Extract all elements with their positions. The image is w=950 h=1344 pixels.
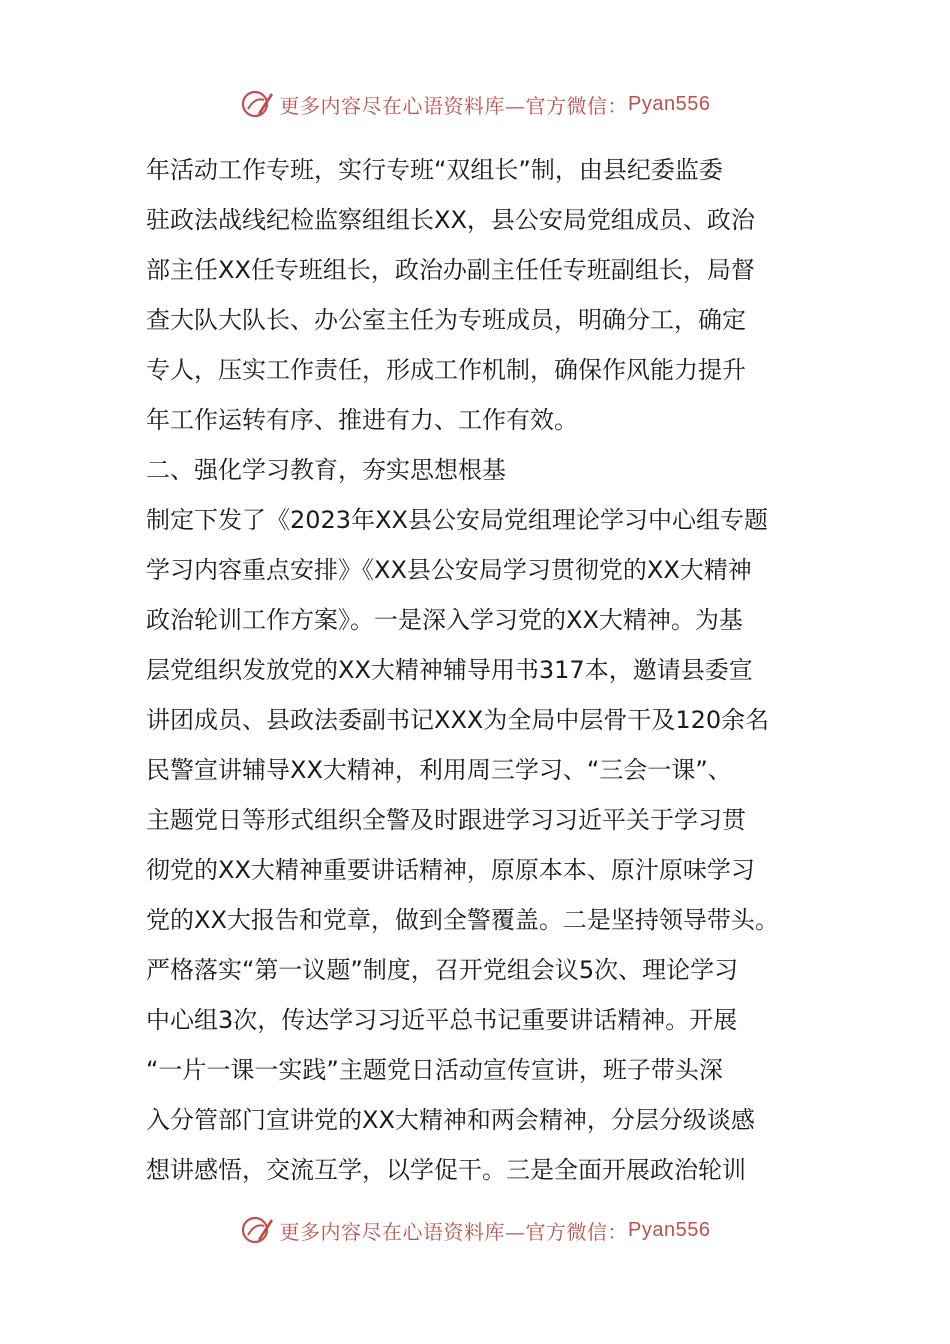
- document-body: [146, 145, 826, 1195]
- body-text-line: 讲团成员、县政法委副书记XXX为全局中层骨干及120余名: [146, 706, 770, 734]
- body-text-line: 制定下发了《2023年XX县公安局党组理论学习中心组专题: [146, 506, 768, 534]
- watermark-wechat-id: Pyan556: [628, 92, 711, 115]
- body-text-line: 严格落实“第一议题”制度，召开党组会议5次、理论学习: [146, 956, 739, 984]
- body-text-line: 党的XX大报告和党章，做到全警覆盖。二是坚持领导带头。: [146, 906, 779, 934]
- footer-watermark: [0, 1210, 950, 1250]
- body-text-line: 主题党日等形式组织全警及时跟进学习习近平关于学习贯: [146, 806, 746, 834]
- watermark-text: 更多内容尽在心语资料库—官方微信：: [279, 93, 629, 118]
- body-text-line: 查大队大队长、办公室主任为专班成员，明确分工，确定: [146, 306, 746, 334]
- body-text-line: 年活动工作专班，实行专班“双组长”制，由县纪委监委: [146, 156, 723, 184]
- body-text-line: 年工作运转有序、推进有力、工作有效。: [146, 406, 578, 434]
- watermark-text: 更多内容尽在心语资料库—官方微信：: [279, 1219, 629, 1244]
- header-watermark: [0, 84, 950, 124]
- body-text-line: 入分管部门宣讲党的XX大精神和两会精神，分层分级谈感: [146, 1106, 755, 1134]
- body-text-line: 驻政法战线纪检监察组组长XX，县公安局党组成员、政治: [146, 206, 755, 234]
- section-heading: 二、强化学习教育，夯实思想根基: [146, 456, 506, 484]
- body-text-line: 学习内容重点安排》《XX县公安局学习贯彻党的XX大精神: [146, 556, 752, 584]
- body-text-line: 层党组织发放党的XX大精神辅导用书317本，邀请县委宣: [146, 656, 753, 684]
- pen-logo-icon: [240, 87, 274, 121]
- body-text-line: 民警宣讲辅导XX大精神，利用周三学习、“三会一课”、: [146, 756, 732, 784]
- pen-logo-icon: [240, 1213, 274, 1247]
- body-text-line: “一片一课一实践”主题党日活动宣传宣讲，班子带头深: [146, 1056, 723, 1084]
- body-text-line: 专人，压实工作责任，形成工作机制，确保作风能力提升: [146, 356, 746, 384]
- body-text-line: 部主任XX任专班组长，政治办副主任任专班副组长，局督: [146, 256, 755, 284]
- body-text-line: 想讲感悟，交流互学，以学促干。三是全面开展政治轮训: [146, 1156, 746, 1184]
- body-text-line: 彻党的XX大精神重要讲话精神，原原本本、原汁原味学习: [146, 856, 755, 884]
- body-text-line: 中心组3次，传达学习习近平总书记重要讲话精神。开展: [146, 1006, 738, 1034]
- body-text-line: 政治轮训工作方案》。一是深入学习党的XX大精神。为基: [146, 606, 743, 634]
- watermark-wechat-id: Pyan556: [628, 1218, 711, 1241]
